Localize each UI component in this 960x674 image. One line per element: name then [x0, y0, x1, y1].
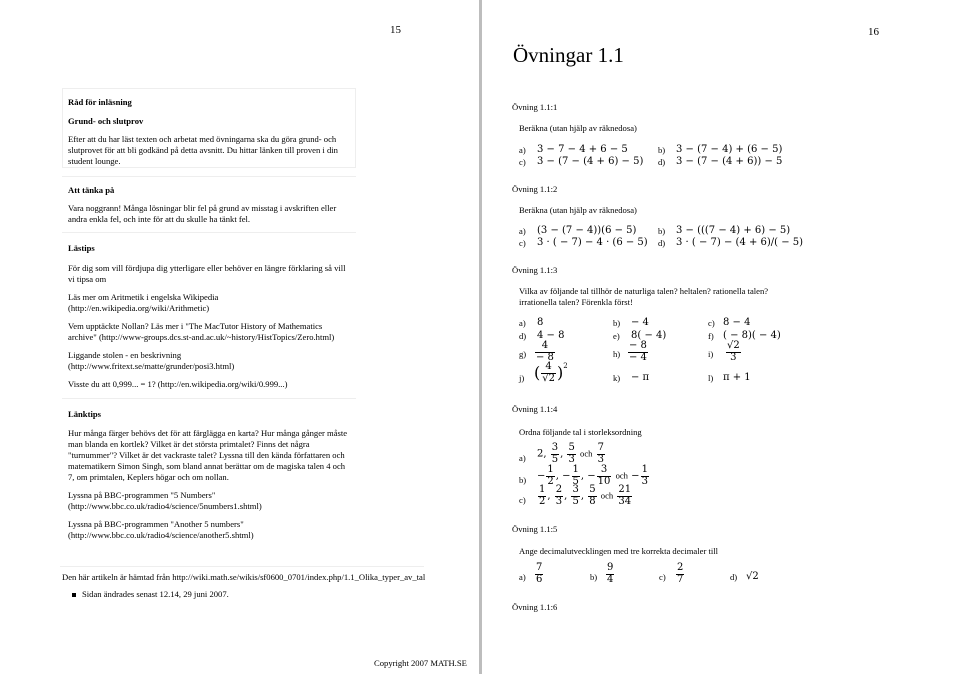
math-expression: − 4 — [631, 317, 649, 328]
reading-tip-link[interactable]: Visste du att 0,999... = 1? (http://en.wikipedia.org/wiki/0.999...) — [68, 379, 288, 389]
denominator: 34 — [618, 495, 632, 507]
denominator: − 4 — [629, 351, 647, 363]
reading-tip-link[interactable]: archive" (http://www-groups.dcs.st-and.ac.uk/~history/HistTopics/Zero.html) — [68, 332, 335, 342]
exercise-heading: Övning 1.1:5 — [512, 524, 558, 534]
exercise-heading: Övning 1.1:1 — [512, 102, 558, 112]
divider — [60, 566, 424, 567]
exercise-intro: Beräkna (utan hjälp av räknedosa) — [519, 205, 637, 215]
numerator: 21 — [618, 484, 632, 495]
link-tip-link[interactable]: Lyssna på BBC-programmen "5 Numbers" — [68, 490, 216, 500]
reading-tip-link[interactable]: Vem upptäckte Nollan? Läs mer i "The MacTutor History of Mathematics — [68, 321, 323, 331]
numerator: 5 — [589, 484, 596, 495]
math-expression: 8 − 4 — [723, 317, 751, 328]
denominator: 7 — [677, 573, 684, 585]
item-label: f) — [708, 331, 714, 341]
math-fraction — [725, 341, 742, 363]
sign: − — [631, 470, 640, 482]
numerator: 4 — [535, 341, 555, 353]
denominator: 8 — [589, 495, 596, 507]
numerator: 1 — [539, 484, 546, 495]
denominator: 2 — [547, 475, 554, 487]
math-fraction — [534, 341, 556, 363]
item-label: i) — [708, 349, 714, 359]
numerator: 5 — [568, 442, 575, 453]
item-label: a) — [519, 226, 526, 236]
numerator: 7 — [536, 562, 543, 573]
numerator: 9 — [607, 562, 614, 573]
denominator: √2 — [542, 372, 555, 384]
reading-tip-link[interactable]: Liggande stolen - en beskrivning — [68, 350, 182, 360]
item-label: k) — [613, 373, 621, 383]
numerator: √2 — [727, 340, 740, 351]
page-number: 15 — [390, 24, 401, 36]
think-text-2: andra enkla fel, och inte för att du skulle ha tänkt fel. — [68, 214, 251, 224]
item-label: a) — [519, 145, 526, 155]
item-label: d) — [658, 157, 666, 167]
item-label: c) — [708, 318, 715, 328]
think-heading: Att tänka på — [68, 185, 115, 195]
math-expression: π + 1 — [723, 372, 751, 383]
and-word: och — [580, 448, 593, 459]
exam-heading: Grund- och slutprov — [68, 116, 144, 126]
exercise-heading: Övning 1.1:6 — [512, 602, 558, 612]
numerator: 4 — [541, 362, 556, 374]
numerator: 7 — [597, 442, 605, 453]
item-label: c) — [519, 238, 526, 248]
exam-text-1: Efter att du har läst texten och arbetat med övningarna ska du göra grund- och — [68, 134, 337, 144]
exercise-intro: Vilka av följande tal tillhör de naturliga talen? heltalen? rationella talen? — [519, 286, 769, 296]
item-label: d) — [730, 572, 738, 582]
denominator: 3 — [568, 453, 575, 465]
math-power: ( $\frac{4}{√2}$ )$^2$ — [534, 361, 568, 384]
numerator: 1 — [641, 464, 648, 475]
link-tips-heading: Länktips — [68, 409, 101, 419]
math-fraction — [605, 563, 615, 585]
number-list: − $\frac{1}{2}$ , − $\frac{1}{5}$ , − $\frac{3}{10}$ och − $\frac{1}{3}$ — [537, 464, 648, 487]
numerator: 3 — [551, 442, 559, 453]
copyright: Copyright 2007 MATH.SE — [374, 658, 467, 668]
denominator: 5 — [572, 495, 579, 507]
item-label: b) — [590, 572, 598, 582]
math-expression: 3 − (((7 − 4) + 6) − 5) — [676, 225, 791, 236]
item-label: g) — [519, 349, 527, 359]
reading-tip-link[interactable]: (http://www.fritext.se/matte/grunder/posi3.html) — [68, 361, 235, 371]
footer-updated-text: Sidan ändrades senast 12.14, 29 juni 2007. — [82, 589, 229, 599]
item-label: b) — [658, 145, 666, 155]
link-tip-text: matematikern Simon Singh, som bland annat berättar om de magiska talen 4 och — [68, 461, 346, 471]
item-label: b) — [658, 226, 666, 236]
denominator: 6 — [536, 573, 543, 585]
math-expression: 3 · ( − 7) − 4 · (6 − 5) — [537, 237, 648, 248]
reading-tips-heading: Lästips — [68, 243, 95, 253]
math-expression: √2 — [746, 571, 759, 582]
exercise-intro: Beräkna (utan hjälp av räknedosa) — [519, 123, 637, 133]
exercise-intro: irrationella talen? Förenkla först! — [519, 297, 633, 307]
reading-tip-text: vi tipsa om — [68, 274, 107, 284]
denominator: 10 — [597, 475, 611, 487]
math-expression: (3 − (7 − 4))(6 − 5) — [537, 225, 637, 236]
math-expression: − π — [631, 372, 650, 383]
divider — [62, 176, 356, 177]
denominator: − 8 — [536, 351, 554, 363]
page-title: Övningar 1.1 — [513, 43, 624, 67]
item-label: a) — [519, 453, 526, 463]
reading-tip-link[interactable]: (http://en.wikipedia.org/wiki/Arithmetic) — [68, 303, 210, 313]
number-list: 2, $\frac{3}{5}$ , $\frac{5}{3}$ och $\frac{7}{3}$ — [537, 442, 605, 465]
math-expression: 8( − 4) — [631, 330, 667, 341]
link-tip-text: "turnummer"? Vilket är det vackraste talet? Lyssna till den kända författaren och — [68, 450, 345, 460]
exam-text-3: student lounge. — [68, 156, 121, 166]
item-label: b) — [519, 475, 527, 485]
study-advice-heading: Råd för inläsning — [68, 97, 132, 107]
link-tip-link[interactable]: Lyssna på BBC-programmen "Another 5 numbers" — [68, 519, 244, 529]
page-number: 16 — [868, 26, 879, 38]
item-label: c) — [519, 157, 526, 167]
left-page — [0, 0, 479, 674]
link-tip-link[interactable]: (http://www.bbc.co.uk/radio4/science/another5.shtml) — [68, 530, 254, 540]
denominator: 3 — [555, 495, 563, 507]
item-label: l) — [708, 373, 714, 383]
divider — [62, 398, 356, 399]
denominator: 3 — [641, 475, 648, 487]
divider — [62, 232, 356, 233]
item-label: e) — [613, 331, 620, 341]
exercise-heading: Övning 1.1:3 — [512, 265, 558, 275]
numerator: 1 — [547, 464, 554, 475]
exercise-heading: Övning 1.1:4 — [512, 404, 558, 414]
reading-tip-text: För dig som vill fördjupa dig ytterligare eller behöver en längre förklaring så vill — [68, 263, 346, 273]
think-text-1: Vara noggrann! Många lösningar blir fel på grund av misstag i avskriften eller — [68, 203, 337, 213]
item-label: a) — [519, 318, 526, 328]
math-expression: 8 — [537, 317, 544, 328]
math-expression: 4 − 8 — [537, 330, 565, 341]
and-word: och — [600, 490, 614, 501]
item-label: b) — [613, 318, 621, 328]
math-expression: 3 − (7 − (4 + 6)) − 5 — [676, 156, 783, 167]
exercise-heading: Övning 1.1:2 — [512, 184, 558, 194]
item-label: j) — [519, 373, 525, 383]
item-label: h) — [613, 349, 621, 359]
sign: − — [587, 470, 596, 482]
item-label: c) — [659, 572, 666, 582]
link-tip-link[interactable]: (http://www.bbc.co.uk/radio4/science/5numbers1.shtml) — [68, 501, 262, 511]
link-tip-text: 7, om primtalen, Keplers högar och om nollan. — [68, 472, 229, 482]
link-tip-text: man blanda en kortlek? Vilket är det största primtalet? Finns det några — [68, 439, 310, 449]
number: 2, — [537, 448, 547, 460]
reading-tip-link[interactable]: Läs mer om Aritmetik i engelska Wikipedia — [68, 292, 219, 302]
number-list: $\frac{1}{2}$ , $\frac{2}{3}$ , $\frac{3}{5}$ , $\frac{5}{8}$ och $\frac{21}{34}$ — [539, 484, 632, 507]
math-fraction — [675, 563, 685, 585]
and-word: och — [615, 470, 628, 481]
numerator: 3 — [597, 465, 612, 477]
item-label: d) — [519, 331, 527, 341]
numerator: − 8 — [629, 340, 647, 351]
link-tip-text: Hur många färger behövs det för att färglägga en karta? Hur många gånger måste — [68, 428, 348, 438]
exponent: 2 — [563, 362, 568, 370]
numerator: 1 — [572, 464, 579, 475]
sign: − — [537, 470, 546, 482]
denominator: 3 — [730, 351, 737, 363]
denominator: 2 — [539, 495, 546, 507]
numerator: 2 — [555, 484, 563, 495]
numerator: 2 — [677, 562, 684, 573]
math-fraction — [534, 563, 544, 585]
bullet-icon — [72, 593, 76, 597]
math-expression: ( − 8)( − 4) — [723, 330, 781, 341]
math-expression: 3 · ( − 7) − (4 + 6)/( − 5) — [676, 237, 804, 248]
exam-text-2: slutprovet för att bli godkänd på detta avsnitt. Du hittar länken till proven i din — [68, 145, 338, 155]
sign: − — [562, 470, 571, 482]
footer-updated — [72, 589, 229, 600]
item-label: c) — [519, 495, 526, 505]
item-label: a) — [519, 572, 526, 582]
math-expression: 3 − (7 − (4 + 6) − 5) — [537, 156, 644, 167]
denominator: 5 — [572, 475, 579, 487]
math-expression: 3 − (7 − 4) + (6 − 5) — [676, 144, 783, 155]
denominator: 3 — [597, 453, 605, 465]
math-expression: 3 − 7 − 4 + 6 − 5 — [537, 144, 628, 155]
footer-source[interactable]: Den här artikeln är hämtad från http://wiki.math.se/wikis/sf0600_0701/index.php/1.1_Olika_typer_av_tal — [62, 572, 426, 582]
exercise-intro: Ordna följande tal i storleksordning — [519, 427, 642, 437]
exercise-intro: Ange decimalutvecklingen med tre korrekta decimaler till — [519, 546, 719, 556]
numerator: 3 — [572, 484, 579, 495]
right-page — [374, 0, 960, 674]
math-fraction — [627, 341, 649, 363]
denominator: 4 — [607, 573, 614, 585]
denominator: 5 — [551, 453, 559, 465]
item-label: d) — [658, 238, 666, 248]
